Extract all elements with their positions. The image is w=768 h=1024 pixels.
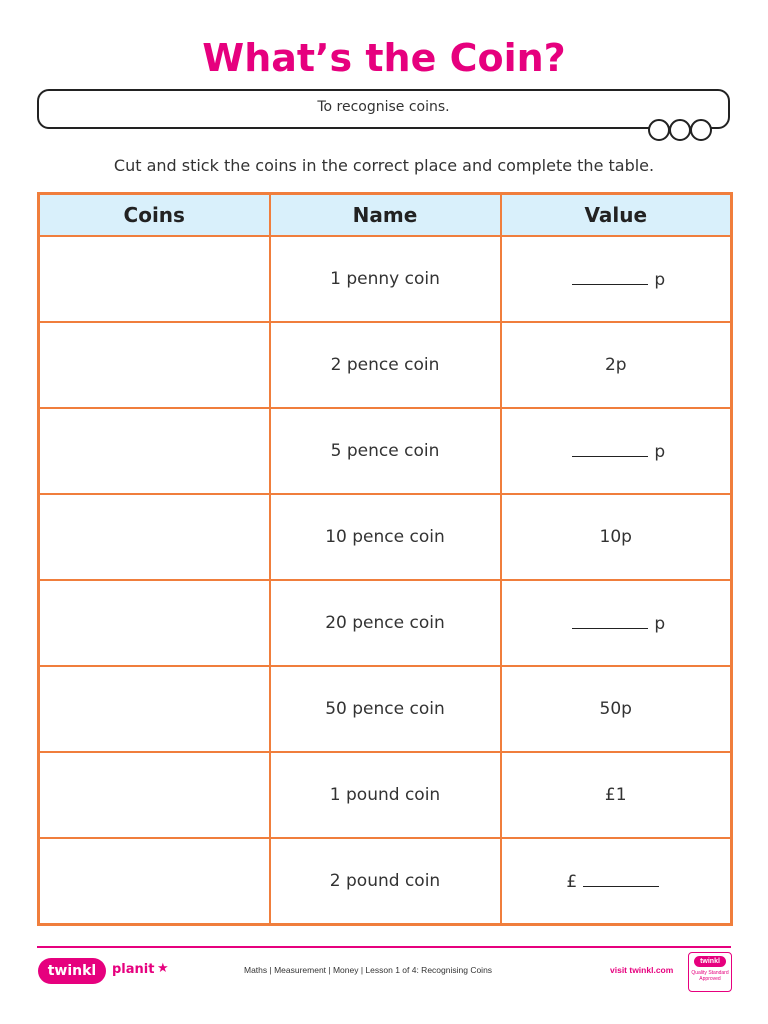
- table-row: [39, 752, 732, 838]
- badge-text: Quality Standard Approved: [691, 970, 729, 982]
- table-row: [39, 322, 732, 408]
- table-row: [39, 838, 732, 925]
- coin-value: [501, 580, 732, 666]
- coin-name: 10 pence coin: [270, 494, 501, 580]
- table-body: [39, 236, 732, 925]
- table-row: [39, 236, 732, 322]
- coin-name: 50 pence coin: [270, 666, 501, 752]
- coins-table: [37, 192, 733, 926]
- coin-slot[interactable]: [39, 838, 270, 925]
- coin-name: 1 penny coin: [270, 236, 501, 322]
- answer-blank[interactable]: [572, 268, 648, 285]
- coin-value: [501, 322, 732, 408]
- value-text: 10p: [599, 527, 632, 547]
- planit-logo: planit: [112, 962, 155, 977]
- page-title: What’s the Coin?: [202, 36, 566, 80]
- value-suffix: p: [654, 614, 666, 634]
- coin-name: 2 pound coin: [270, 838, 501, 925]
- coin-name: 20 pence coin: [270, 580, 501, 666]
- star-icon: ★: [157, 961, 169, 976]
- answer-blank[interactable]: [583, 870, 659, 887]
- coin-value: [501, 408, 732, 494]
- coin-value: [501, 236, 732, 322]
- coin-value: [501, 666, 732, 752]
- decorative-circles: [649, 119, 712, 141]
- coin-slot[interactable]: [39, 666, 270, 752]
- coin-slot[interactable]: [39, 322, 270, 408]
- header-coins: Coins: [39, 194, 270, 237]
- twinkl-logo: twinkl: [38, 958, 106, 984]
- coin-slot[interactable]: [39, 752, 270, 838]
- objective-text: To recognise coins.: [317, 99, 450, 115]
- value-prefix: £: [566, 872, 578, 892]
- table-row: [39, 580, 732, 666]
- instructions: Cut and stick the coins in the correct place and complete the table.: [113, 156, 655, 175]
- table-header-row: [39, 194, 732, 237]
- table-row: [39, 666, 732, 752]
- value-text: 2p: [604, 355, 627, 375]
- circle-icon: [690, 119, 712, 141]
- coin-slot[interactable]: [39, 236, 270, 322]
- value-text: £1: [604, 785, 627, 805]
- footer-lesson-info: Maths | Measurement | Money | Lesson 1 of 4: Recognising Coins: [244, 965, 493, 975]
- badge-logo: twinkl: [694, 956, 726, 967]
- coin-slot[interactable]: [39, 494, 270, 580]
- table-row: [39, 408, 732, 494]
- value-suffix: p: [654, 270, 666, 290]
- coin-slot[interactable]: [39, 580, 270, 666]
- answer-blank[interactable]: [572, 440, 648, 457]
- value-text: 50p: [599, 699, 632, 719]
- coin-name: 1 pound coin: [270, 752, 501, 838]
- answer-blank[interactable]: [572, 612, 648, 629]
- coin-name: 5 pence coin: [270, 408, 501, 494]
- header-value: Value: [501, 194, 732, 237]
- coin-value: [501, 752, 732, 838]
- coin-value: [501, 838, 732, 925]
- table-row: [39, 494, 732, 580]
- coin-slot[interactable]: [39, 408, 270, 494]
- footer-link[interactable]: visit twinkl.com: [610, 965, 674, 975]
- quality-badge: [688, 952, 732, 992]
- coin-name: 2 pence coin: [270, 322, 501, 408]
- header-name: Name: [270, 194, 501, 237]
- value-suffix: p: [654, 442, 666, 462]
- coin-value: [501, 494, 732, 580]
- circle-icon: [669, 119, 691, 141]
- footer-divider: [37, 946, 731, 948]
- objective-box: [37, 89, 730, 129]
- circle-icon: [648, 119, 670, 141]
